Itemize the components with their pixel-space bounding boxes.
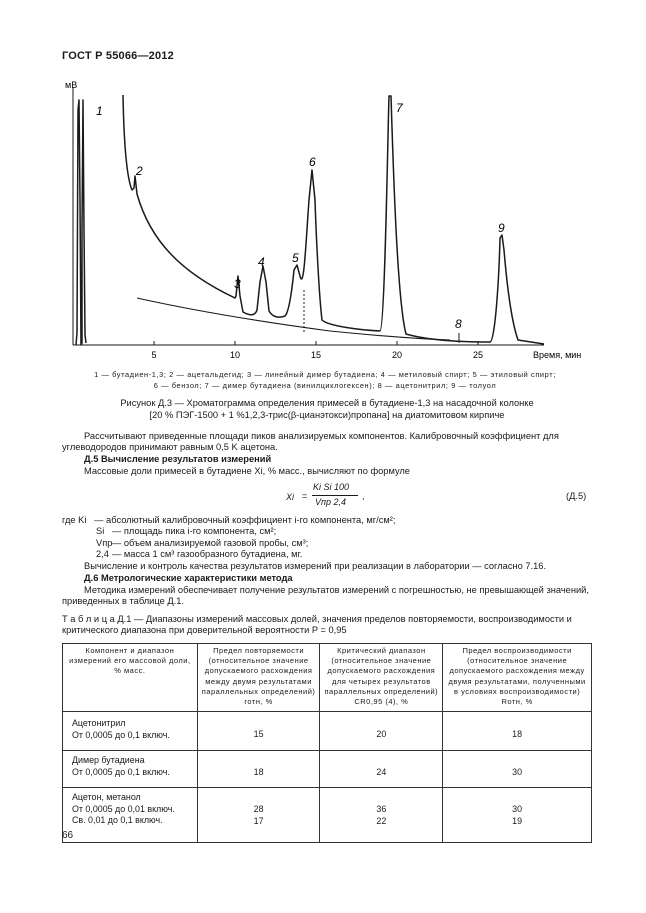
x-tick-label-5: 5 xyxy=(151,350,157,360)
formula-number: (Д.5) xyxy=(566,491,587,501)
page-number: 66 xyxy=(62,830,74,841)
section-d5-heading: Д.5 Вычисление результатов измерений xyxy=(84,454,272,464)
table-row: Ацетонитрил От 0,0005 до 0,1 включ. 15 20 18 xyxy=(63,712,592,751)
peak-label-5: 5 xyxy=(292,251,299,265)
peak-label-9: 9 xyxy=(498,221,505,235)
header-repeatability: Предел повторяемости (относительное значение допускаемого расхождения между двумя результатами параллельных определений) rотн, % xyxy=(197,644,320,712)
peak-label-1: 1 xyxy=(96,104,103,118)
paragraph-3: Вычисление и контроль качества результатов измерений при реализации в лаборатории — согласно 7.16. xyxy=(84,561,547,571)
legend-line-1: 1 — бутадиен-1,3; 2 — ацетальдегид; 3 — линейный димер бутадиена; 4 — метиловый спирт; 5 — этиловый спирт; xyxy=(94,370,556,379)
x-tick-label-25: 25 xyxy=(472,350,484,360)
x-tick-label-10: 10 xyxy=(229,350,241,360)
table-row: Димер бутадиена От 0,0005 до 0,1 включ. 18 24 30 xyxy=(63,751,592,788)
section-d6-heading: Д.6 Метрологические характеристики метода xyxy=(84,573,293,583)
standard-number: ГОСТ Р 55066—2012 xyxy=(62,50,174,62)
x-tick-label-15: 15 xyxy=(310,350,322,360)
y-axis-label: мВ xyxy=(65,80,78,90)
table-d1 xyxy=(62,643,592,843)
peak-label-3: 3 xyxy=(234,277,241,291)
x-tick-label-20: 20 xyxy=(391,350,403,360)
table-header-row xyxy=(63,644,592,712)
where-row-1: где Ki — абсолютный калибровочный коэффициент i-го компонента, мг/см²; xyxy=(62,515,396,525)
where-row-3: Vпр— объем анализируемой газовой пробы, см³; xyxy=(96,537,309,548)
where-row-2: Si — площадь пика i-го компонента, см²; xyxy=(96,526,277,537)
where-row-4: 2,4 — масса 1 см³ газообразного бутадиена, мг. xyxy=(96,549,303,560)
header-reproducibility: Предел воспроизводимости (относительное значение допускаемого расхождения между двумя результатами, полученными в условиях воспроизводимости) Rотн, % xyxy=(443,644,592,712)
peak-label-2: 2 xyxy=(136,164,143,178)
formula-numerator: Ki Si 100 xyxy=(313,482,350,492)
peak-label-7: 7 xyxy=(396,101,403,115)
table-title: Т а б л и ц а Д.1 — Диапазоны измерений массовых долей, значения пределов повторяемости, воспроизводимости и критического диапазона при доверительной вероятности P = 0,95 xyxy=(62,614,572,636)
chromatogram-trace xyxy=(76,95,544,345)
peak-label-8: 8 xyxy=(455,317,462,331)
x-axis-label: Время, мин xyxy=(533,350,582,360)
formula-lhs: Xi xyxy=(286,492,295,502)
paragraph-2: Массовые доли примесей в бутадиене Xi, % масс., вычисляют по формуле xyxy=(84,466,410,476)
caption-line-1: Рисунок Д.3 — Хроматограмма определения примесей в бутадиене-1,3 на насадочной колонке xyxy=(120,398,534,408)
figure-caption xyxy=(62,397,592,421)
header-component: Компонент и диапазон измерений его массовой доли, % масс. xyxy=(63,644,198,712)
x-ticks xyxy=(151,341,483,360)
figure-legend xyxy=(60,369,590,391)
peak-label-4: 4 xyxy=(258,255,265,269)
header-critical-range: Критический диапазон (относительное значение допускаемого расхождения для четырех результатов параллельных определений) CR0,95 (4), % xyxy=(320,644,443,712)
paragraph-1: Рассчитывают приведенные площади пиков анализируемых компонентов. Калибровочный коэффициент для углеводородов принимают равным 0,5 K ацетона. xyxy=(62,431,559,453)
table-row: Ацетон, метанол От 0,0005 до 0,01 включ. Св. 0,01 до 0,1 включ. 28 17 36 22 30 19 xyxy=(63,788,592,843)
formula-denominator: Vпр 2,4 xyxy=(315,497,346,507)
chromatogram-chart xyxy=(0,0,646,370)
caption-line-2: [20 % ПЭГ-1500 + 1 %1,2,3-трис(β-цианэтокси)пропана] на диатомитовом кирпиче xyxy=(149,410,505,420)
paragraph-4: Методика измерений обеспечивает получение результатов измерений с погрешностью, не превышающей значений, приведенных в таблице Д.1. xyxy=(62,585,589,607)
legend-line-2: 6 — бензол; 7 — димер бутадиена (винилциклогексен); 8 — ацетонитрил; 9 — толуол xyxy=(153,381,497,390)
where-list xyxy=(62,515,395,561)
peak-label-6: 6 xyxy=(309,155,316,169)
